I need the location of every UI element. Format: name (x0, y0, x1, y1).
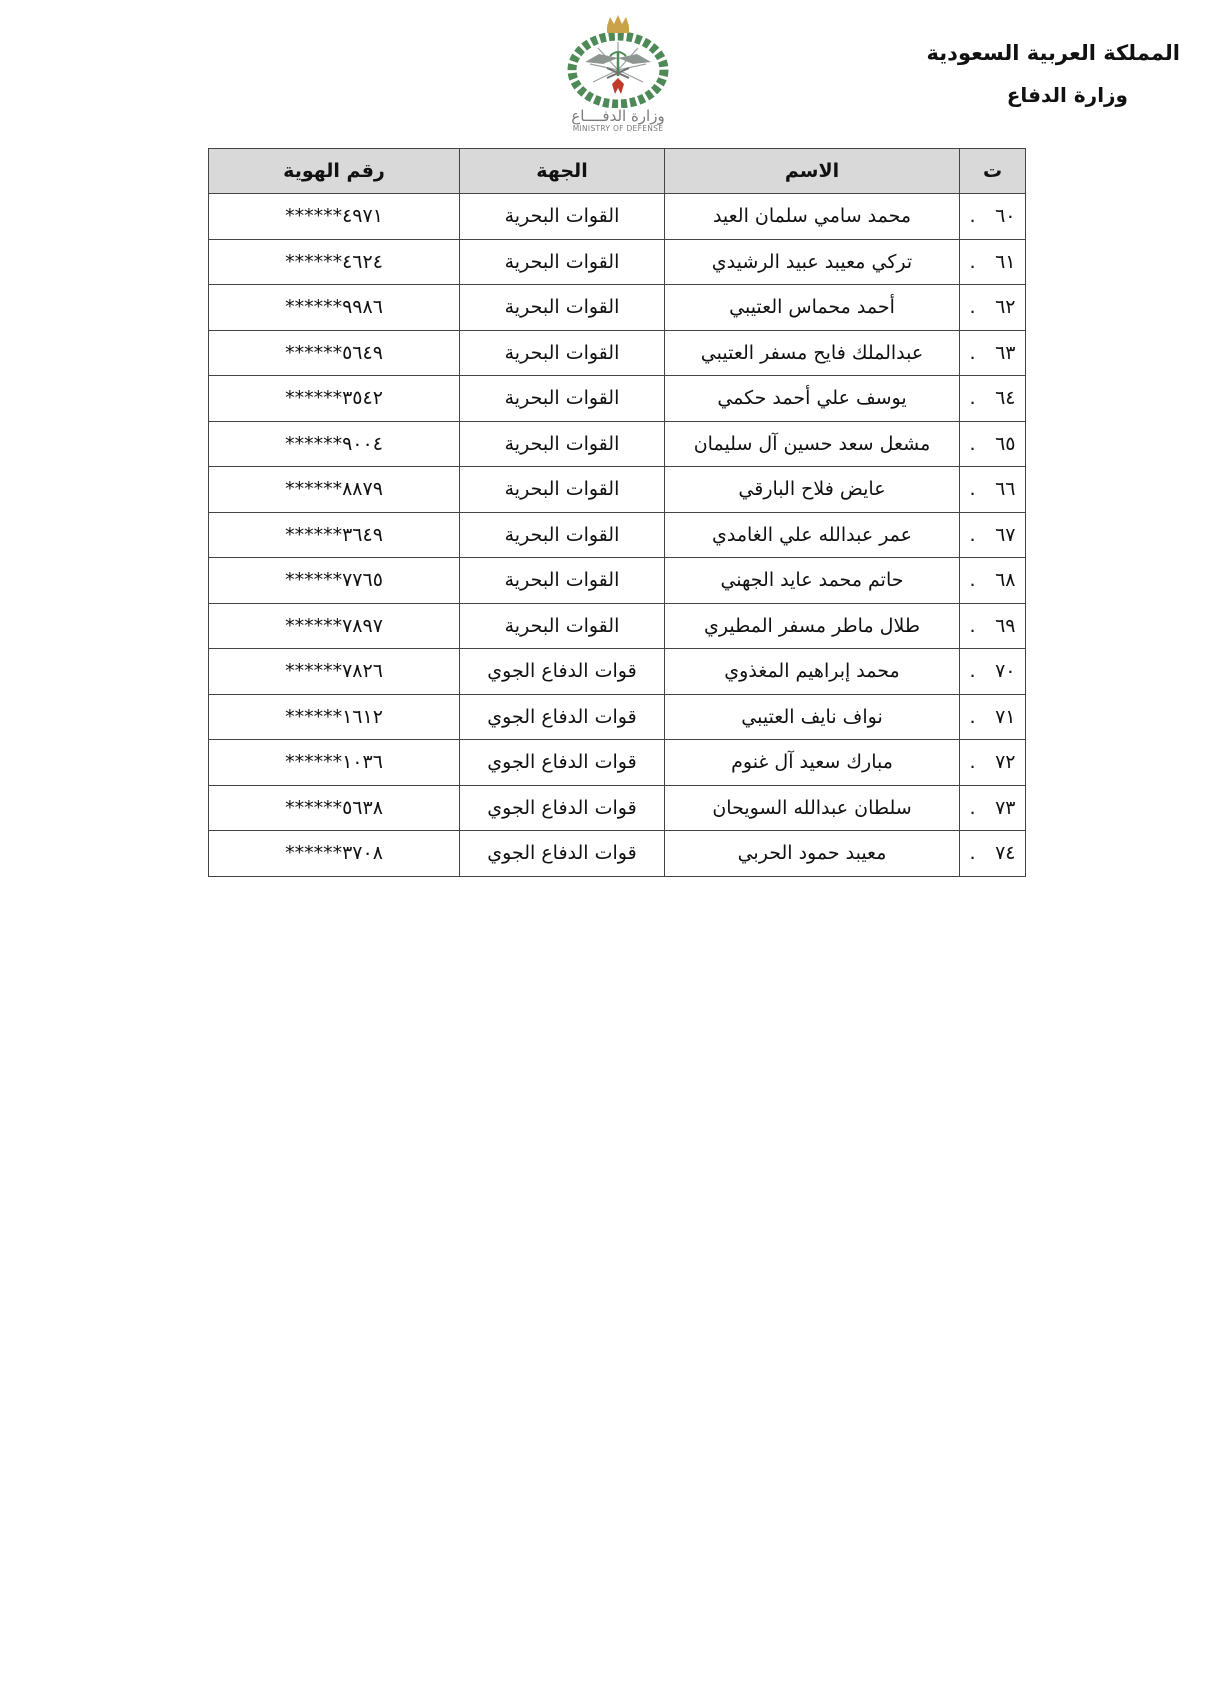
table-body (209, 194, 1026, 877)
person-name: سلطان عبدالله السويحان (665, 785, 960, 831)
row-number-cell (960, 649, 1026, 695)
id-number: ******٥٦٤٩ (209, 330, 460, 376)
row-number: ٦٢ (995, 296, 1016, 319)
person-name: طلال ماطر مسفر المطيري (665, 603, 960, 649)
id-number: ******٣٦٤٩ (209, 512, 460, 558)
row-number: ٧٣ (995, 796, 1016, 819)
row-number-dot: . (969, 478, 976, 501)
id-number: ******٨٨٧٩ (209, 467, 460, 513)
unit-name: قوات الدفاع الجوي (460, 694, 665, 740)
unit-name: القوات البحرية (460, 603, 665, 649)
table-row (209, 603, 1026, 649)
table-row (209, 285, 1026, 331)
id-number: ******٩٩٨٦ (209, 285, 460, 331)
unit-name: القوات البحرية (460, 239, 665, 285)
header-name: الاسم (665, 149, 960, 194)
row-number-cell (960, 421, 1026, 467)
row-number: ٦٧ (995, 523, 1016, 546)
logo-arabic-text: وزارة الدفــــاع (571, 107, 665, 125)
id-number: ******٤٩٧١ (209, 194, 460, 240)
row-number-dot: . (969, 432, 976, 455)
id-number: ******٩٠٠٤ (209, 421, 460, 467)
unit-name: قوات الدفاع الجوي (460, 740, 665, 786)
row-number: ٦٥ (995, 432, 1016, 455)
row-number: ٦١ (995, 250, 1016, 273)
id-number: ******٧٨٢٦ (209, 649, 460, 695)
row-number-dot: . (969, 296, 976, 319)
unit-name: القوات البحرية (460, 330, 665, 376)
personnel-table (208, 148, 1026, 877)
person-name: نواف نايف العتيبي (665, 694, 960, 740)
table-row (209, 467, 1026, 513)
id-number: ******٧٨٩٧ (209, 603, 460, 649)
id-number: ******٥٦٣٨ (209, 785, 460, 831)
row-number-dot: . (969, 341, 976, 364)
row-number-cell (960, 558, 1026, 604)
document-header (920, 38, 1180, 110)
row-number-dot: . (969, 523, 976, 546)
person-name: يوسف علي أحمد حكمي (665, 376, 960, 422)
row-number-cell (960, 467, 1026, 513)
table-row (209, 649, 1026, 695)
person-name: محمد إبراهيم المغذوي (665, 649, 960, 695)
table-row (209, 330, 1026, 376)
table-row (209, 239, 1026, 285)
person-name: عبدالملك فايح مسفر العتيبي (665, 330, 960, 376)
id-number: ******١٦١٢ (209, 694, 460, 740)
table-row (209, 740, 1026, 786)
ministry-title: وزارة الدفاع (1006, 83, 1128, 107)
row-number-cell (960, 330, 1026, 376)
logo-english-text: MINISTRY OF DEFENSE (572, 124, 664, 133)
row-number: ٦٠ (995, 205, 1016, 228)
row-number: ٧٤ (995, 842, 1016, 865)
row-number-dot: . (969, 387, 976, 410)
person-name: معيبد حمود الحربي (665, 831, 960, 877)
person-name: أحمد محماس العتيبي (665, 285, 960, 331)
row-number-cell (960, 694, 1026, 740)
header-id-number: رقم الهوية (209, 149, 460, 194)
row-number-cell (960, 785, 1026, 831)
id-number: ******٤٦٢٤ (209, 239, 460, 285)
row-number-cell (960, 285, 1026, 331)
row-number-dot: . (969, 660, 976, 683)
table-row (209, 831, 1026, 877)
row-number: ٧٠ (995, 660, 1016, 683)
row-number: ٧٢ (995, 751, 1016, 774)
unit-name: قوات الدفاع الجوي (460, 785, 665, 831)
person-name: عمر عبدالله علي الغامدي (665, 512, 960, 558)
row-number-dot: . (969, 842, 976, 865)
person-name: حاتم محمد عايد الجهني (665, 558, 960, 604)
row-number-dot: . (969, 705, 976, 728)
row-number-cell (960, 603, 1026, 649)
kingdom-title: المملكة العربية السعودية (926, 41, 1180, 65)
header-unit: الجهة (460, 149, 665, 194)
row-number-cell (960, 831, 1026, 877)
table-row (209, 785, 1026, 831)
ministry-emblem-icon (563, 12, 673, 108)
row-number-cell (960, 376, 1026, 422)
person-name: مشعل سعد حسين آل سليمان (665, 421, 960, 467)
id-number: ******٣٧٠٨ (209, 831, 460, 877)
row-number: ٦٤ (995, 387, 1016, 410)
unit-name: قوات الدفاع الجوي (460, 831, 665, 877)
unit-name: القوات البحرية (460, 558, 665, 604)
ministry-of-defense-logo (555, 12, 681, 140)
unit-name: القوات البحرية (460, 512, 665, 558)
unit-name: القوات البحرية (460, 194, 665, 240)
row-number: ٦٦ (995, 478, 1016, 501)
unit-name: القوات البحرية (460, 285, 665, 331)
unit-name: قوات الدفاع الجوي (460, 649, 665, 695)
row-number-cell (960, 740, 1026, 786)
table-row (209, 558, 1026, 604)
row-number-cell (960, 239, 1026, 285)
row-number-cell (960, 512, 1026, 558)
row-number: ٦٨ (995, 569, 1016, 592)
row-number: ٦٩ (995, 614, 1016, 637)
unit-name: القوات البحرية (460, 376, 665, 422)
person-name: مبارك سعيد آل غنوم (665, 740, 960, 786)
row-number-dot: . (969, 569, 976, 592)
id-number: ******٣٥٤٢ (209, 376, 460, 422)
row-number: ٧١ (995, 705, 1016, 728)
person-name: محمد سامي سلمان العيد (665, 194, 960, 240)
row-number-dot: . (969, 250, 976, 273)
table-row (209, 421, 1026, 467)
row-number-cell (960, 194, 1026, 240)
header-number: ت (960, 149, 1026, 194)
person-name: عايض فلاح البارقي (665, 467, 960, 513)
row-number-dot: . (969, 751, 976, 774)
unit-name: القوات البحرية (460, 467, 665, 513)
table-header-row (209, 149, 1026, 194)
row-number: ٦٣ (995, 341, 1016, 364)
id-number: ******٧٧٦٥ (209, 558, 460, 604)
table-row (209, 694, 1026, 740)
row-number-dot: . (969, 796, 976, 819)
row-number-dot: . (969, 205, 976, 228)
person-name: تركي معيبد عبيد الرشيدي (665, 239, 960, 285)
row-number-dot: . (969, 614, 976, 637)
table-row (209, 376, 1026, 422)
table-row (209, 512, 1026, 558)
table-row (209, 194, 1026, 240)
id-number: ******١٠٣٦ (209, 740, 460, 786)
unit-name: القوات البحرية (460, 421, 665, 467)
